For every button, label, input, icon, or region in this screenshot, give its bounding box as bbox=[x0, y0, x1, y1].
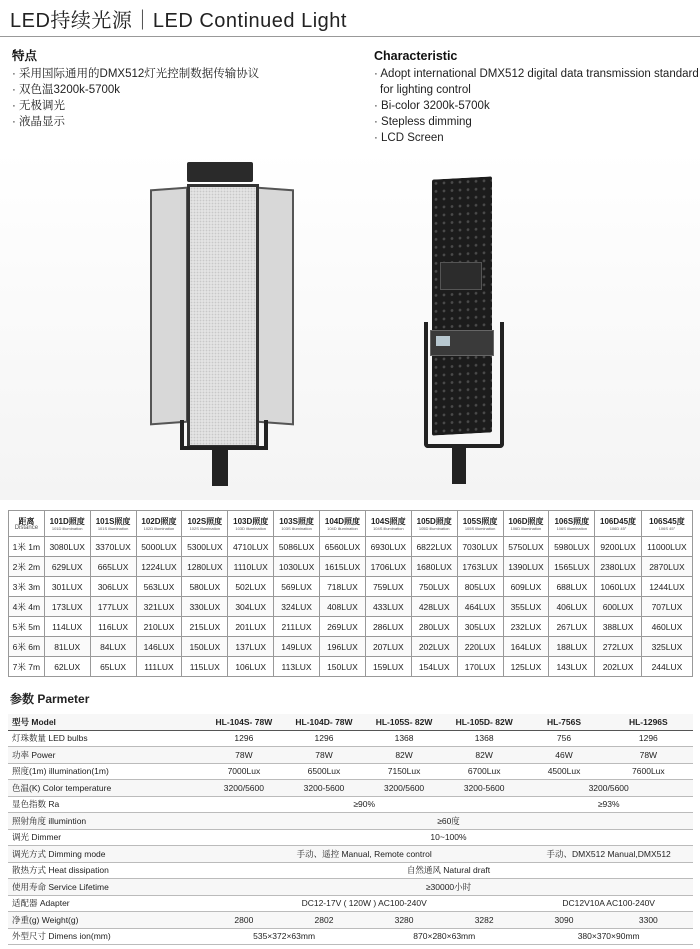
lux-cell: 2870LUX bbox=[641, 557, 692, 577]
column-header: 103S照度 103S illumination bbox=[274, 511, 320, 537]
spec-row bbox=[8, 928, 693, 945]
lux-cell: 146LUX bbox=[136, 637, 182, 657]
column-header: 102D照度 102D illumination bbox=[136, 511, 182, 537]
lux-cell: 116LUX bbox=[90, 617, 136, 637]
table-body bbox=[9, 537, 693, 677]
lux-cell: 3080LUX bbox=[44, 537, 90, 557]
lux-cell: 220LUX bbox=[457, 637, 503, 657]
lux-cell: 325LUX bbox=[641, 637, 692, 657]
spec-value: 6500Lux bbox=[284, 763, 364, 780]
spec-value: ≥60度 bbox=[204, 813, 693, 830]
lux-cell: 150LUX bbox=[182, 637, 228, 657]
lux-cell: 65LUX bbox=[90, 657, 136, 677]
stand-mount-front bbox=[212, 446, 228, 486]
parameter-table bbox=[8, 714, 693, 945]
spec-value: DC12V10A AC100-240V bbox=[524, 895, 693, 912]
lux-cell: 580LUX bbox=[182, 577, 228, 597]
column-header: 106D照度 106D illumination bbox=[503, 511, 549, 537]
spec-row bbox=[8, 763, 693, 780]
spec-row bbox=[8, 829, 693, 846]
lux-cell: 111LUX bbox=[136, 657, 182, 677]
spec-label: 色温(K) Color temperature bbox=[8, 780, 204, 797]
lux-cell: 207LUX bbox=[365, 637, 411, 657]
table-row bbox=[9, 557, 693, 577]
column-header: 106S45度 106S 45° bbox=[641, 511, 692, 537]
lux-cell: 2380LUX bbox=[595, 557, 642, 577]
lux-cell: 321LUX bbox=[136, 597, 182, 617]
lux-cell: 6560LUX bbox=[320, 537, 366, 557]
lux-cell: 304LUX bbox=[228, 597, 274, 617]
lux-cell: 125LUX bbox=[503, 657, 549, 677]
spec-row bbox=[8, 879, 693, 896]
spec-value: 3200-5600 bbox=[284, 780, 364, 797]
distance-cell: 6米 6m bbox=[9, 637, 45, 657]
feature-item: · Adopt international DMX512 digital data transmission standard bbox=[374, 66, 699, 82]
feature-item: · Bi-color 3200k-5700k bbox=[374, 98, 699, 114]
lux-cell: 211LUX bbox=[274, 617, 320, 637]
spec-label: 照射角度 illumintion bbox=[8, 813, 204, 830]
column-header: 105S照度 105S illumination bbox=[457, 511, 503, 537]
spec-value: 手动、遥控 Manual, Remote control bbox=[204, 846, 524, 863]
column-header: 106D45度 106D 45° bbox=[595, 511, 642, 537]
lux-cell: 170LUX bbox=[457, 657, 503, 677]
params-heading: 参数 Parmeter bbox=[10, 692, 90, 706]
lux-cell: 267LUX bbox=[549, 617, 595, 637]
lux-cell: 408LUX bbox=[320, 597, 366, 617]
lux-cell: 4710LUX bbox=[228, 537, 274, 557]
lux-cell: 244LUX bbox=[641, 657, 692, 677]
spec-value: 3282 bbox=[444, 912, 524, 929]
lux-cell: 805LUX bbox=[457, 577, 503, 597]
led-panel-back-image bbox=[432, 176, 492, 435]
table-body bbox=[8, 714, 693, 945]
lux-cell: 159LUX bbox=[365, 657, 411, 677]
spec-value: DC12-17V ( 120W ) AC100-240V bbox=[204, 895, 524, 912]
spec-label: 散热方式 Heat dissipation bbox=[8, 862, 204, 879]
lux-cell: 330LUX bbox=[182, 597, 228, 617]
lux-cell: 1280LUX bbox=[182, 557, 228, 577]
lux-cell: 5300LUX bbox=[182, 537, 228, 557]
spec-value: HL-1296S bbox=[604, 714, 693, 730]
spec-row bbox=[8, 912, 693, 929]
table-row bbox=[9, 577, 693, 597]
spec-value: 7600Lux bbox=[604, 763, 693, 780]
spec-value: 3280 bbox=[364, 912, 444, 929]
spec-label: 型号 Model bbox=[8, 714, 204, 730]
spec-value: 3300 bbox=[604, 912, 693, 929]
lux-cell: 301LUX bbox=[44, 577, 90, 597]
lux-cell: 1565LUX bbox=[549, 557, 595, 577]
feature-item-continued: for lighting control bbox=[380, 84, 471, 96]
table-row bbox=[9, 537, 693, 557]
feature-item: · LCD Screen bbox=[374, 130, 699, 146]
lux-cell: 305LUX bbox=[457, 617, 503, 637]
spec-value: ≥93% bbox=[524, 796, 693, 813]
column-header: 104S照度 104S illumination bbox=[365, 511, 411, 537]
battery-plate bbox=[440, 262, 482, 290]
features-chinese bbox=[12, 48, 259, 130]
column-header: 103D照度 103D illumination bbox=[228, 511, 274, 537]
lux-cell: 6822LUX bbox=[411, 537, 457, 557]
spec-row bbox=[8, 730, 693, 747]
lux-cell: 388LUX bbox=[595, 617, 642, 637]
spec-value: 1368 bbox=[444, 730, 524, 747]
lux-cell: 1110LUX bbox=[228, 557, 274, 577]
lux-cell: 5750LUX bbox=[503, 537, 549, 557]
distance-cell: 3米 3m bbox=[9, 577, 45, 597]
lux-cell: 196LUX bbox=[320, 637, 366, 657]
feature-item: · 液晶显示 bbox=[12, 114, 259, 130]
spec-value: 7000Lux bbox=[204, 763, 284, 780]
spec-row bbox=[8, 796, 693, 813]
lux-cell: 406LUX bbox=[549, 597, 595, 617]
table-row bbox=[9, 657, 693, 677]
lux-cell: 150LUX bbox=[320, 657, 366, 677]
spec-value: 2800 bbox=[204, 912, 284, 929]
lux-cell: 232LUX bbox=[503, 617, 549, 637]
title-bar bbox=[0, 0, 700, 37]
lux-cell: 1763LUX bbox=[457, 557, 503, 577]
table-row bbox=[9, 597, 693, 617]
spec-value: HL-104D- 78W bbox=[284, 714, 364, 730]
lux-cell: 286LUX bbox=[365, 617, 411, 637]
spec-value: 82W bbox=[444, 747, 524, 764]
spec-label: 调光方式 Dimming mode bbox=[8, 846, 204, 863]
lux-cell: 306LUX bbox=[90, 577, 136, 597]
lux-cell: 143LUX bbox=[549, 657, 595, 677]
lux-cell: 164LUX bbox=[503, 637, 549, 657]
lux-cell: 81LUX bbox=[44, 637, 90, 657]
spec-label: 功率 Power bbox=[8, 747, 204, 764]
spec-value: 82W bbox=[364, 747, 444, 764]
lux-cell: 114LUX bbox=[44, 617, 90, 637]
lux-cell: 707LUX bbox=[641, 597, 692, 617]
spec-value: 78W bbox=[204, 747, 284, 764]
spec-value: 4500Lux bbox=[524, 763, 603, 780]
lux-cell: 609LUX bbox=[503, 577, 549, 597]
lux-cell: 9200LUX bbox=[595, 537, 642, 557]
lux-cell: 215LUX bbox=[182, 617, 228, 637]
lux-cell: 629LUX bbox=[44, 557, 90, 577]
spec-value: 3090 bbox=[524, 912, 603, 929]
column-header: 104D照度 104D illumination bbox=[320, 511, 366, 537]
spec-value: 7150Lux bbox=[364, 763, 444, 780]
lux-cell: 62LUX bbox=[44, 657, 90, 677]
spec-row bbox=[8, 813, 693, 830]
barn-door-right bbox=[256, 187, 294, 426]
lux-cell: 428LUX bbox=[411, 597, 457, 617]
barn-door-left bbox=[150, 187, 188, 426]
lux-cell: 3370LUX bbox=[90, 537, 136, 557]
lux-cell: 750LUX bbox=[411, 577, 457, 597]
lux-cell: 502LUX bbox=[228, 577, 274, 597]
lux-cell: 1224LUX bbox=[136, 557, 182, 577]
distance-cell: 4米 4m bbox=[9, 597, 45, 617]
lux-cell: 177LUX bbox=[90, 597, 136, 617]
lux-cell: 137LUX bbox=[228, 637, 274, 657]
spec-label: 照度(1m) illumination(1m) bbox=[8, 763, 204, 780]
spec-value: 1296 bbox=[284, 730, 364, 747]
spec-row bbox=[8, 846, 693, 863]
spec-row bbox=[8, 780, 693, 797]
lux-cell: 84LUX bbox=[90, 637, 136, 657]
spec-value: 1296 bbox=[604, 730, 693, 747]
lcd-screen-icon bbox=[436, 336, 450, 346]
column-header: 102S照度 102S illumination bbox=[182, 511, 228, 537]
lux-cell: 355LUX bbox=[503, 597, 549, 617]
spec-row bbox=[8, 747, 693, 764]
lux-cell: 154LUX bbox=[411, 657, 457, 677]
illumination-distance-table bbox=[8, 510, 693, 677]
spec-value: 3200-5600 bbox=[444, 780, 524, 797]
column-header: 105D照度 105D illumination bbox=[411, 511, 457, 537]
spec-label: 调光 Dimmer bbox=[8, 829, 204, 846]
spec-label: 适配器 Adapter bbox=[8, 895, 204, 912]
lux-cell: 149LUX bbox=[274, 637, 320, 657]
features-zh-heading: 特点 bbox=[12, 49, 38, 63]
feature-item: · 无极调光 bbox=[12, 98, 259, 114]
spec-value: 1296 bbox=[204, 730, 284, 747]
lux-cell: 1030LUX bbox=[274, 557, 320, 577]
lux-cell: 460LUX bbox=[641, 617, 692, 637]
spec-row bbox=[8, 895, 693, 912]
spec-label: 净重(g) Weight(g) bbox=[8, 912, 204, 929]
spec-value: 6700Lux bbox=[444, 763, 524, 780]
lux-cell: 280LUX bbox=[411, 617, 457, 637]
lux-cell: 6930LUX bbox=[365, 537, 411, 557]
lux-cell: 665LUX bbox=[90, 557, 136, 577]
page-title: LED持续光源｜LED Continued Light bbox=[10, 10, 347, 32]
features-english bbox=[374, 48, 699, 146]
feature-item: · 双色温3200k-5700k bbox=[12, 82, 259, 98]
spec-value: HL-105S- 82W bbox=[364, 714, 444, 730]
spec-value: 10~100% bbox=[204, 829, 693, 846]
spec-value: ≥30000小时 bbox=[204, 879, 693, 896]
lux-cell: 569LUX bbox=[274, 577, 320, 597]
spec-value: HL-104S- 78W bbox=[204, 714, 284, 730]
spec-value: 46W bbox=[524, 747, 603, 764]
spec-value: 自然通风 Natural draft bbox=[204, 862, 693, 879]
spec-value: 3200/5600 bbox=[524, 780, 693, 797]
lux-cell: 1680LUX bbox=[411, 557, 457, 577]
lux-cell: 5000LUX bbox=[136, 537, 182, 557]
lux-cell: 272LUX bbox=[595, 637, 642, 657]
lux-cell: 759LUX bbox=[365, 577, 411, 597]
lux-cell: 188LUX bbox=[549, 637, 595, 657]
lux-cell: 269LUX bbox=[320, 617, 366, 637]
table-row bbox=[9, 637, 693, 657]
distance-cell: 5米 5m bbox=[9, 617, 45, 637]
lux-cell: 1060LUX bbox=[595, 577, 642, 597]
spec-value: 78W bbox=[604, 747, 693, 764]
spec-value: HL-105D- 82W bbox=[444, 714, 524, 730]
lux-cell: 202LUX bbox=[411, 637, 457, 657]
lux-cell: 1706LUX bbox=[365, 557, 411, 577]
spec-label: 使用寿命 Service Lifetime bbox=[8, 879, 204, 896]
spec-label: 显色指数 Ra bbox=[8, 796, 204, 813]
lux-cell: 115LUX bbox=[182, 657, 228, 677]
spec-value: 2802 bbox=[284, 912, 364, 929]
lux-cell: 173LUX bbox=[44, 597, 90, 617]
lux-cell: 201LUX bbox=[228, 617, 274, 637]
lux-cell: 1390LUX bbox=[503, 557, 549, 577]
lux-cell: 106LUX bbox=[228, 657, 274, 677]
lux-cell: 210LUX bbox=[136, 617, 182, 637]
lux-cell: 1244LUX bbox=[641, 577, 692, 597]
spec-label: 灯珠数量 LED bulbs bbox=[8, 730, 204, 747]
corner-header: 距离 Distance bbox=[9, 511, 45, 537]
feature-item: · Stepless dimming bbox=[374, 114, 699, 130]
spec-value: 870×280×63mm bbox=[364, 928, 524, 945]
distance-cell: 2米 2m bbox=[9, 557, 45, 577]
lux-cell: 5086LUX bbox=[274, 537, 320, 557]
lux-cell: 5980LUX bbox=[549, 537, 595, 557]
lux-cell: 600LUX bbox=[595, 597, 642, 617]
lux-cell: 563LUX bbox=[136, 577, 182, 597]
feature-item: · 采用国际通用的DMX512灯光控制数据传输协议 bbox=[12, 66, 259, 82]
table-header-row bbox=[9, 511, 693, 537]
lux-cell: 7030LUX bbox=[457, 537, 503, 557]
spec-value: 3200/5600 bbox=[364, 780, 444, 797]
spec-value: 380×370×90mm bbox=[524, 928, 693, 945]
column-header: 101D照度 101D illumination bbox=[44, 511, 90, 537]
lux-cell: 464LUX bbox=[457, 597, 503, 617]
spec-value: 手动、DMX512 Manual,DMX512 bbox=[524, 846, 693, 863]
barn-door-top bbox=[187, 162, 253, 182]
spec-value: 78W bbox=[284, 747, 364, 764]
lux-cell: 11000LUX bbox=[641, 537, 692, 557]
table-row bbox=[9, 617, 693, 637]
distance-cell: 7米 7m bbox=[9, 657, 45, 677]
lux-cell: 324LUX bbox=[274, 597, 320, 617]
spec-value: ≥90% bbox=[204, 796, 524, 813]
stand-mount-back bbox=[452, 444, 466, 484]
distance-cell: 1米 1m bbox=[9, 537, 45, 557]
spec-value: 1368 bbox=[364, 730, 444, 747]
spec-label: 外型尺寸 Dimens ion(mm) bbox=[8, 928, 204, 945]
spec-row bbox=[8, 862, 693, 879]
led-panel-front-image bbox=[187, 184, 259, 448]
column-header: 101S照度 101S illumination bbox=[90, 511, 136, 537]
lux-cell: 688LUX bbox=[549, 577, 595, 597]
spec-value: 535×372×63mm bbox=[204, 928, 364, 945]
features-en-heading: Characteristic bbox=[374, 49, 458, 63]
product-photo-area bbox=[0, 150, 700, 500]
spec-value: 756 bbox=[524, 730, 603, 747]
column-header: 106S照度 106S illumination bbox=[549, 511, 595, 537]
lux-cell: 1615LUX bbox=[320, 557, 366, 577]
spec-header-row bbox=[8, 714, 693, 730]
lux-cell: 718LUX bbox=[320, 577, 366, 597]
lux-cell: 113LUX bbox=[274, 657, 320, 677]
lux-cell: 433LUX bbox=[365, 597, 411, 617]
spec-value: 3200/5600 bbox=[204, 780, 284, 797]
lux-cell: 202LUX bbox=[595, 657, 642, 677]
spec-value: HL-756S bbox=[524, 714, 603, 730]
